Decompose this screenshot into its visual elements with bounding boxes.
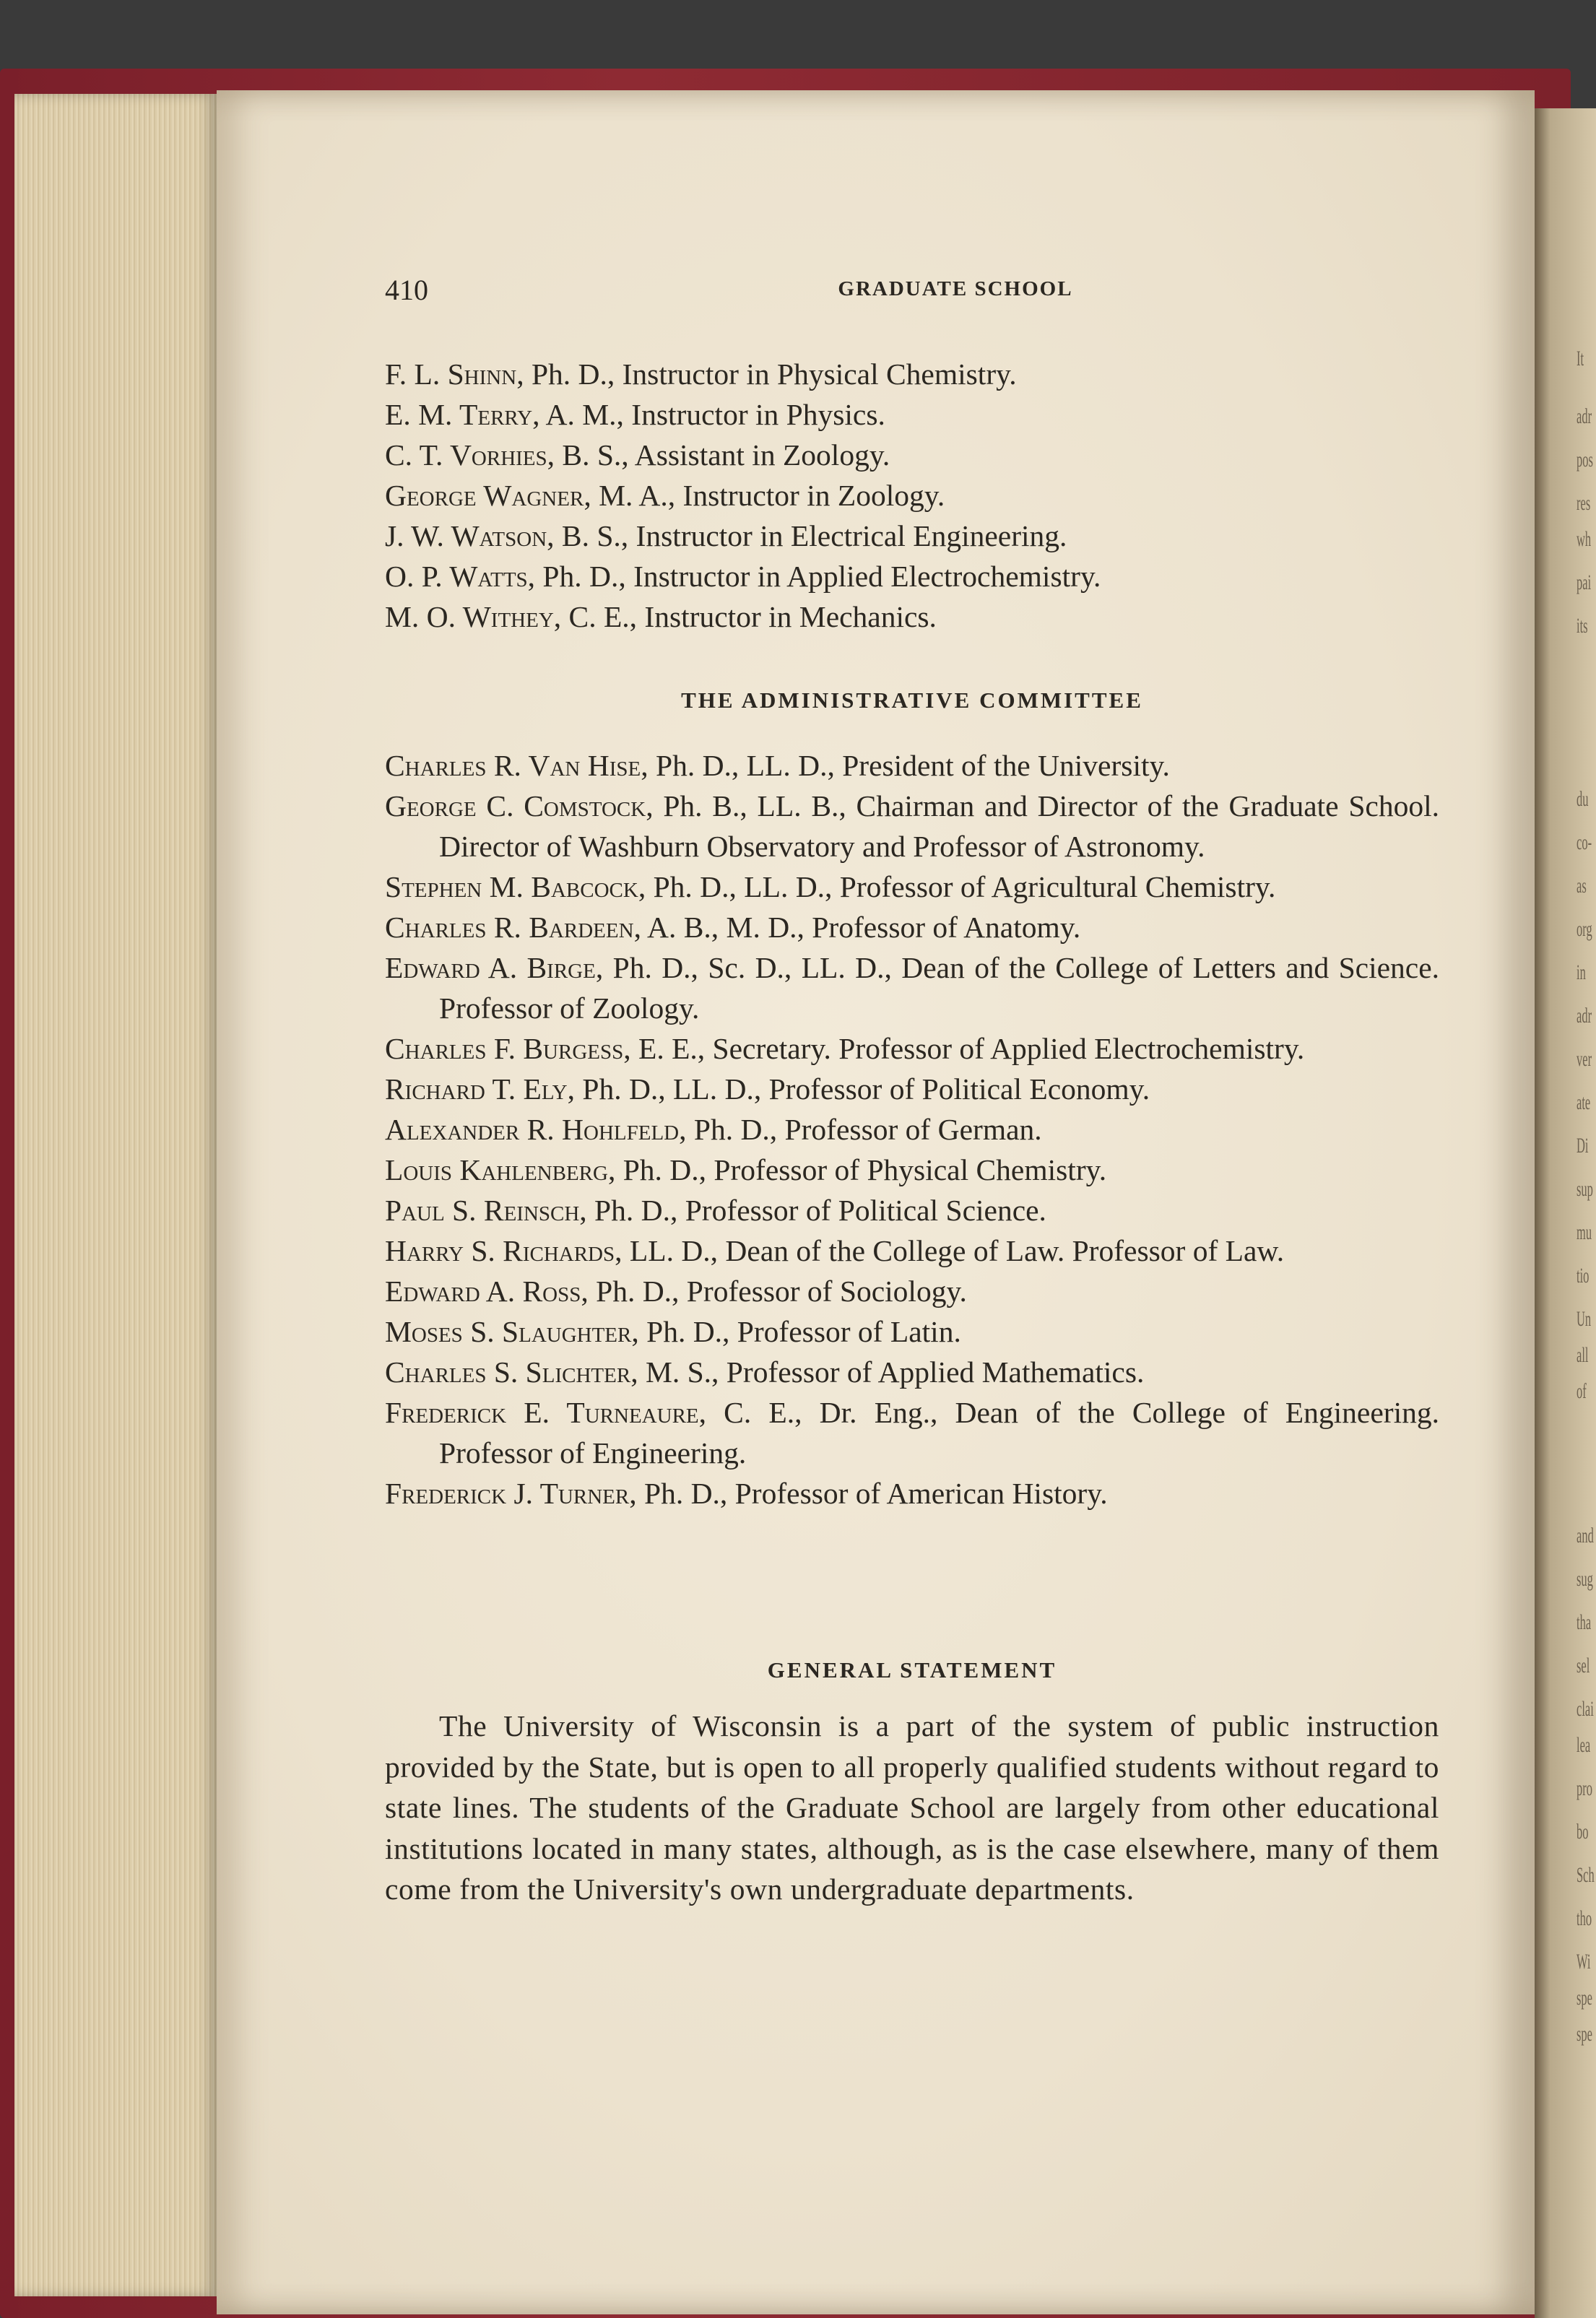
member-name: Louis Kahlenberg: [385, 1153, 608, 1186]
staff-entry: [385, 516, 1439, 556]
member-name: Alexander R. Hohlfeld: [385, 1113, 680, 1146]
adjacent-page-fragment: in: [1577, 960, 1586, 984]
committee-heading: THE ADMINISTRATIVE COMMITTEE: [681, 687, 1143, 713]
member-details: , C. E., Dr. Eng., Dean of the College of Engineering. Professor of Engineering.: [439, 1396, 1439, 1470]
committee-member: [385, 1311, 1439, 1352]
adjacent-page-fragment: res: [1577, 491, 1591, 515]
staff-entry: [385, 475, 1439, 516]
member-name: Paul S. Reinsch: [385, 1194, 580, 1227]
member-name: Stephen M. Babcock: [385, 870, 638, 903]
adjacent-page-fragment: as: [1577, 874, 1587, 898]
committee-member: [385, 786, 1439, 867]
staff-entry: [385, 556, 1439, 596]
adjacent-page-fragment: Sch: [1577, 1863, 1595, 1887]
staff-entry: [385, 435, 1439, 475]
committee-member: [385, 1069, 1439, 1109]
page-edges: [14, 94, 217, 2296]
adjacent-page-fragment: mu: [1577, 1220, 1592, 1244]
staff-name: George Wagner: [385, 479, 584, 512]
member-name: Richard T. Ely: [385, 1072, 568, 1106]
committee-member: [385, 745, 1439, 786]
adjacent-page-fragment: Un: [1577, 1307, 1592, 1331]
member-name: George C. Comstock: [385, 789, 646, 822]
staff-name: F. L. Shinn: [385, 357, 517, 391]
member-details: , M. S., Professor of Applied Mathematics.: [630, 1355, 1145, 1389]
staff-details: , A. M., Instructor in Physics.: [532, 398, 885, 431]
staff-details: , C. E., Instructor in Mechanics.: [553, 600, 937, 633]
adjacent-page-fragment: sug: [1577, 1567, 1593, 1591]
committee-member: [385, 1352, 1439, 1392]
committee-member: [385, 1271, 1439, 1311]
adjacent-page-fragment: of: [1577, 1379, 1587, 1403]
member-details: , Ph. D., Professor of American History.: [629, 1477, 1108, 1510]
adjacent-page-fragment: It: [1577, 347, 1584, 370]
adjacent-page-fragment: Wi: [1577, 1950, 1591, 1974]
committee-member: [385, 947, 1439, 1028]
staff-entry: [385, 394, 1439, 435]
adjacent-page-fragment: ate: [1577, 1090, 1591, 1114]
adjacent-page-fragment: all: [1577, 1343, 1589, 1367]
committee-member: [385, 1109, 1439, 1150]
adjacent-page-fragment: tha: [1577, 1610, 1592, 1634]
staff-details: , B. S., Assistant in Zoology.: [547, 438, 890, 472]
adjacent-page-fragment: du: [1577, 787, 1589, 811]
member-name: Charles S. Slichter: [385, 1355, 631, 1389]
adjacent-page-fragment: lea: [1577, 1733, 1591, 1757]
member-details: , Ph. B., LL. B., Chairman and Director of the Graduate School. Director of Washburn Observatory and Professor of Astronomy.: [439, 789, 1439, 863]
member-details: , Ph. D., Professor of Political Science.: [579, 1194, 1046, 1227]
adjacent-page-fragment: ver: [1577, 1047, 1592, 1071]
adjacent-page-fragment: bo: [1577, 1820, 1589, 1844]
member-name: Harry S. Richards: [385, 1234, 615, 1267]
member-name: Moses S. Slaughter: [385, 1315, 632, 1348]
member-name: Frederick J. Turner: [385, 1477, 630, 1510]
adjacent-page-fragment: spe: [1577, 1986, 1592, 2010]
staff-name: C. T. Vorhies: [385, 438, 547, 472]
adjacent-page-fragment: pro: [1577, 1776, 1592, 1800]
committee-member: [385, 1392, 1439, 1473]
member-details: , Ph. D., Professor of Latin.: [631, 1315, 961, 1348]
member-details: , Ph. D., LL. D., President of the University.: [641, 749, 1170, 782]
staff-details: , M. A., Instructor in Zoology.: [584, 479, 945, 512]
adjacent-page-fragment: spe: [1577, 2022, 1592, 2046]
staff-details: , Ph. D., Instructor in Applied Electrochemistry.: [527, 560, 1101, 593]
general-statement-body: The University of Wisconsin is a part of the system of public instruction provided by the State, but is open to all properly qualified students without regard to state lines. The students of the Graduate School are largely from other educational institutions located in many states, although, as is the case elsewhere, many of them come from the University's own undergraduate departments.: [385, 1709, 1439, 1906]
member-name: Edward A. Birge: [385, 951, 596, 984]
adjacent-page-fragment: sup: [1577, 1177, 1593, 1201]
adjacent-page-fragment: org: [1577, 917, 1592, 941]
adjacent-page-fragment: pos: [1577, 448, 1593, 472]
committee-member: [385, 1230, 1439, 1271]
staff-entry: [385, 596, 1439, 637]
committee-member: [385, 1190, 1439, 1230]
member-name: Frederick E. Turneaure: [385, 1396, 699, 1429]
member-details: , A. B., M. D., Professor of Anatomy.: [633, 911, 1081, 944]
adjacent-page-fragment: adr: [1577, 1004, 1592, 1028]
adjacent-page-fragment: and: [1577, 1524, 1594, 1547]
staff-name: E. M. Terry: [385, 398, 533, 431]
page-number: 410: [385, 274, 428, 306]
staff-name: O. P. Watts: [385, 560, 528, 593]
staff-list: [385, 354, 1439, 637]
adjacent-page-fragment: clai: [1577, 1697, 1594, 1721]
adjacent-page-fragment: wh: [1577, 527, 1592, 551]
member-details: , Ph. D., LL. D., Professor of Agricultural Chemistry.: [638, 870, 1276, 903]
adjacent-page-fragment: its: [1577, 614, 1588, 638]
adjacent-page-fragment: adr: [1577, 404, 1592, 428]
member-name: Charles F. Burgess: [385, 1032, 624, 1065]
committee-member: [385, 867, 1439, 907]
committee-member: [385, 1150, 1439, 1190]
staff-name: J. W. Watson: [385, 519, 547, 552]
staff-details: , B. S., Instructor in Electrical Engineering.: [547, 519, 1067, 552]
staff-details: , Ph. D., Instructor in Physical Chemistry.: [516, 357, 1017, 391]
adjacent-page-fragment: Di: [1577, 1134, 1589, 1158]
general-statement-heading: GENERAL STATEMENT: [767, 1657, 1057, 1683]
member-details: , E. E., Secretary. Professor of Applied Electrochemistry.: [623, 1032, 1305, 1065]
member-details: , Ph. D., Professor of Physical Chemistry.: [607, 1153, 1107, 1186]
committee-member: [385, 1473, 1439, 1514]
staff-name: M. O. Withey: [385, 600, 554, 633]
member-name: Charles R. Bardeen: [385, 911, 634, 944]
adjacent-page-fragment: tio: [1577, 1264, 1590, 1288]
committee-list: [385, 745, 1439, 1514]
adjacent-page-fragment: pai: [1577, 570, 1592, 594]
adjacent-page-fragment: sel: [1577, 1654, 1590, 1677]
member-name: Charles R. Van Hise: [385, 749, 641, 782]
committee-member: [385, 907, 1439, 947]
member-details: , LL. D., Dean of the College of Law. Professor of Law.: [615, 1234, 1285, 1267]
member-name: Edward A. Ross: [385, 1275, 581, 1308]
member-details: , Ph. D., Professor of German.: [679, 1113, 1042, 1146]
staff-entry: [385, 354, 1439, 394]
running-head: [385, 273, 1439, 309]
member-details: , Ph. D., Professor of Sociology.: [581, 1275, 967, 1308]
adjacent-page-fragment: co-: [1577, 830, 1592, 854]
adjacent-page-edge: [1535, 108, 1596, 2318]
member-details: , Ph. D., LL. D., Professor of Political Economy.: [567, 1072, 1150, 1106]
member-details: , Ph. D., Sc. D., LL. D., Dean of the College of Letters and Science. Professor of Zoology.: [439, 951, 1439, 1025]
adjacent-page-fragment: tho: [1577, 1906, 1592, 1930]
committee-member: [385, 1028, 1439, 1069]
running-title: GRADUATE SCHOOL: [838, 277, 1073, 300]
